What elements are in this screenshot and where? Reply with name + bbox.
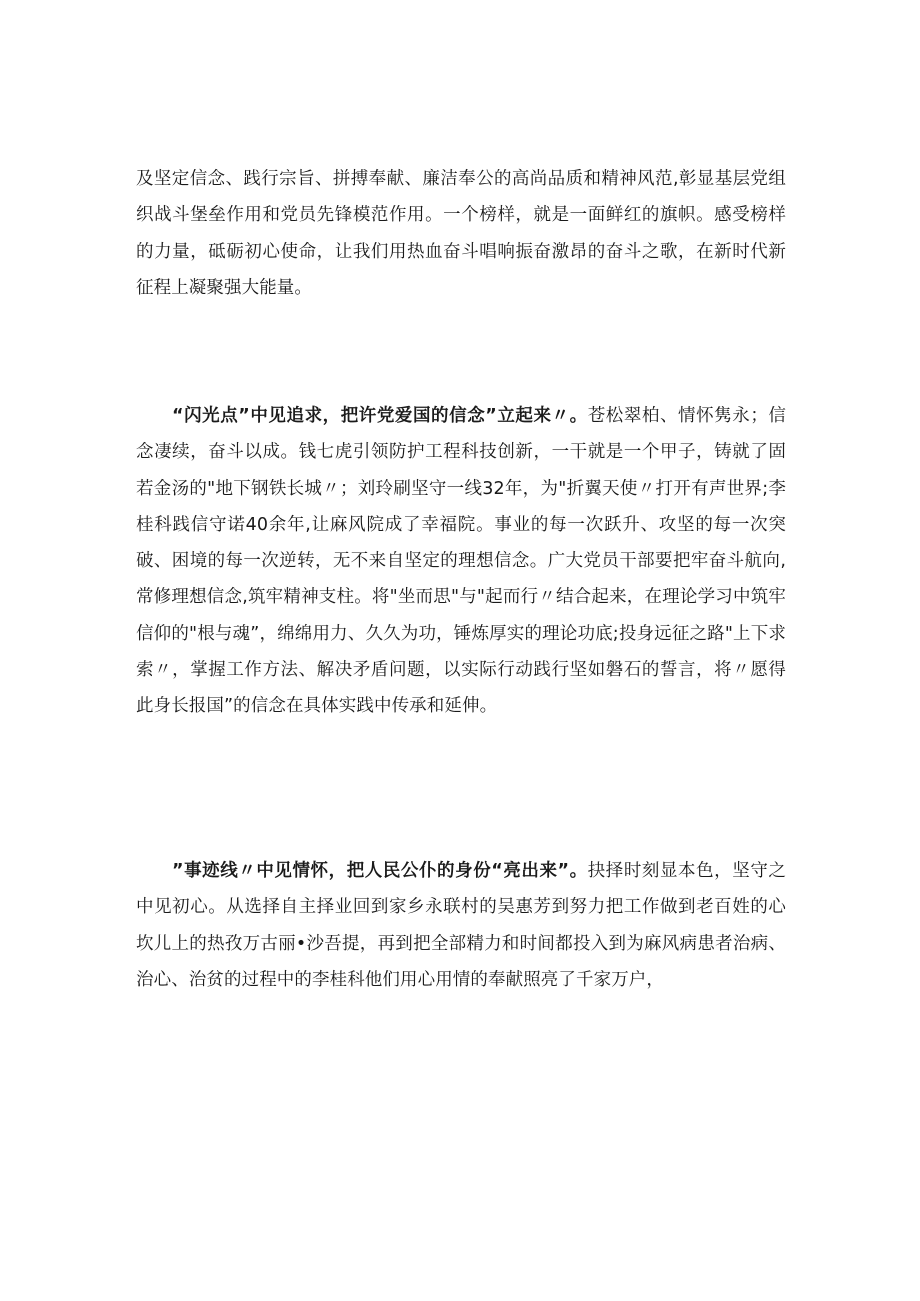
paragraph-2-heading: “闪光点”中见追求，把许党爱国的信念”立起来〃。 xyxy=(172,406,588,426)
paragraph-1-body: 及坚定信念、践行宗旨、拼搏奉献、廉洁奉公的高尚品质和精神风范,彰显基层党组织战斗堡垒作用和党员先锋模范作用。一个榜样，就是一面鲜红的旗帜。感受榜样的力量，砥砺初心使命，让我们用热血奋斗唱响振奋激昂的奋斗之歌，在新时代新征程上凝聚强大能量。 xyxy=(136,169,786,298)
paragraph-3-body: 抉择时刻显本色，坚守之中见初心。从选择自主择业回到家乡永联村的吴惠芳到努力把工作做到老百姓的心坎儿上的热孜万古丽•沙吾提，再到把全部精力和时间都投入到为麻风病患者治病、治心、治贫的过程中的李桂科他们用心用情的奉献照亮了千家万户， xyxy=(136,861,786,990)
paragraph-3-heading: ”事迹线〃中见情怀，把人民公仆的身份“亮出来”。 xyxy=(172,861,588,881)
paragraph-2 xyxy=(136,398,786,725)
paragraph-3 xyxy=(136,853,786,998)
paragraph-2-text xyxy=(136,398,786,725)
paragraph-1 xyxy=(136,161,786,306)
paragraph-2-body: 苍松翠柏、情怀隽永；信念凄续，奋斗以成。钱七虎引领防护工程科技创新，一干就是一个甲子，铸就了固若金汤的"地下钢铁长城〃；刘玲刷坚守一线32年，为"折翼天使〃打开有声世界;李桂科践信守诺40余年,让麻风院成了幸福院。事业的每一次跃升、攻坚的每一次突破、困境的每一次逆转，无不来自坚定的理想信念。广大党员干部要把牢奋斗航向,常修理想信念,筑牢精神支柱。将"坐而思"与"起而行〃结合起来，在理论学习中筑牢信仰的"根与魂”，绵绵用力、久久为功，锤炼厚实的理论功底;投身远征之路"上下求索〃，掌握工作方法、解决矛盾问题，以实际行动践行坚如磐石的誓言，将〃愿得此身长报国”的信念在具体实践中传承和延伸。 xyxy=(136,406,786,717)
paragraph-3-text xyxy=(136,853,786,998)
